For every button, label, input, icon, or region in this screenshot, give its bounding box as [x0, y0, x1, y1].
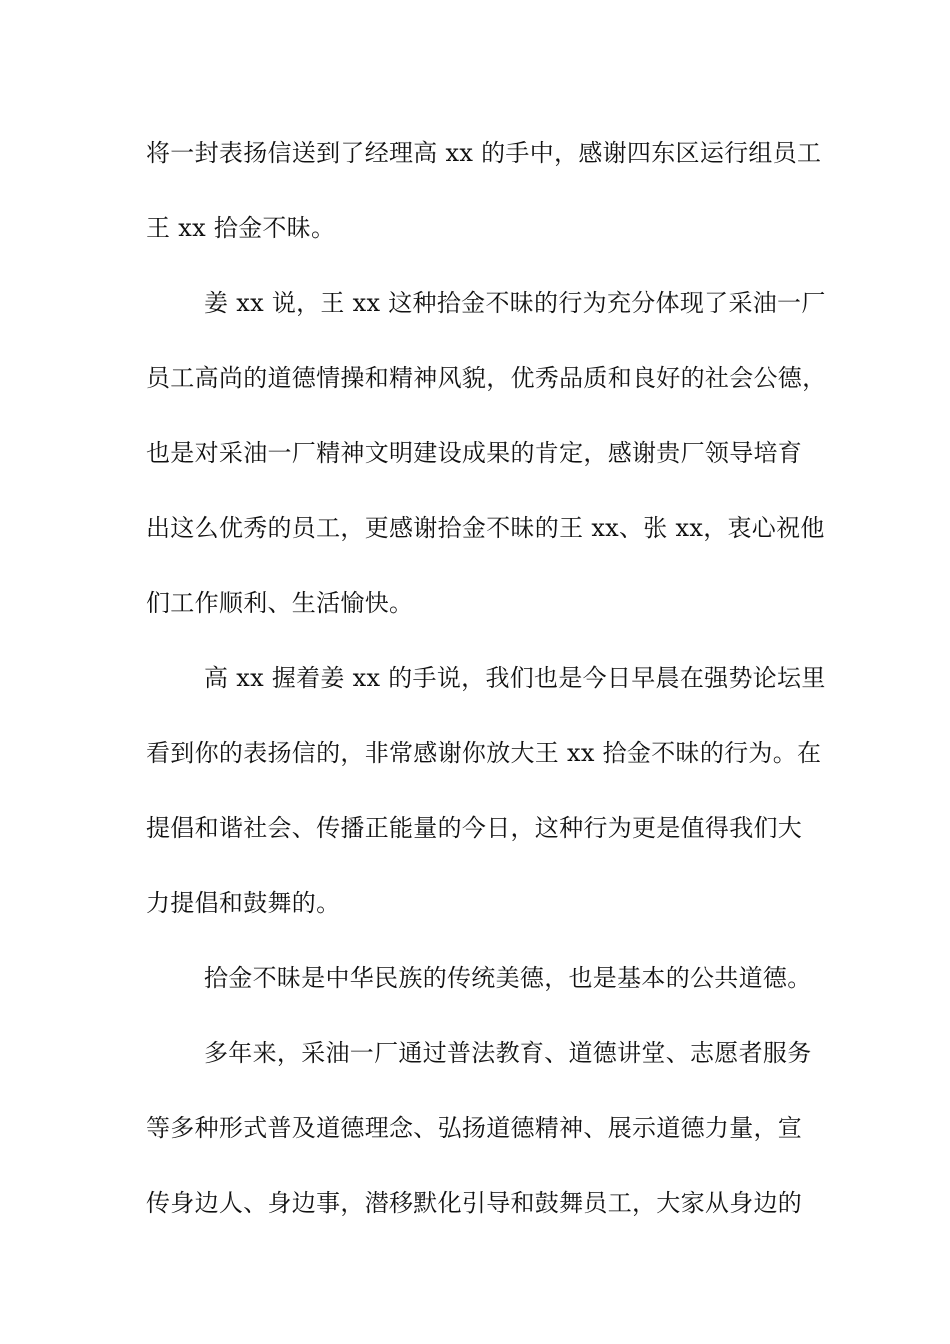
text-line: 等多种形式普及道德理念、弘扬道德精神、展示道德力量，宣: [146, 1114, 803, 1142]
paragraph-start-line: 姜 xx 说，王 xx 这种拾金不昧的行为充分体现了采油一厂: [204, 289, 826, 317]
text-line: 也是对采油一厂精神文明建设成果的肯定，感谢贵厂领导培育: [146, 439, 803, 467]
paragraph-start-line: 多年来，采油一厂通过普法教育、道德讲堂、志愿者服务: [204, 1039, 812, 1067]
text-line: 力提倡和鼓舞的。: [146, 889, 341, 917]
paragraph-start-line: 高 xx 握着姜 xx 的手说，我们也是今日早晨在强势论坛里: [204, 664, 826, 692]
text-line: 员工高尚的道德情操和精神风貌，优秀品质和良好的社会公德，: [146, 364, 827, 392]
text-line: 传身边人、身边事，潜移默化引导和鼓舞员工，大家从身边的: [146, 1189, 803, 1217]
text-line: 王 xx 拾金不昧。: [146, 214, 336, 242]
paragraph-start-line: 拾金不昧是中华民族的传统美德，也是基本的公共道德。: [204, 964, 812, 992]
document-body: [146, 128, 827, 1253]
text-line: 提倡和谐社会、传播正能量的今日，这种行为更是值得我们大: [146, 814, 803, 842]
text-line: 将一封表扬信送到了经理高 xx 的手中，感谢四东区运行组员工: [146, 139, 822, 167]
text-line: 看到你的表扬信的，非常感谢你放大王 xx 拾金不昧的行为。在: [146, 739, 822, 767]
text-line: 们工作顺利、生活愉快。: [146, 589, 414, 617]
text-line: 出这么优秀的员工，更感谢拾金不昧的王 xx、张 xx，衷心祝他: [146, 514, 825, 542]
